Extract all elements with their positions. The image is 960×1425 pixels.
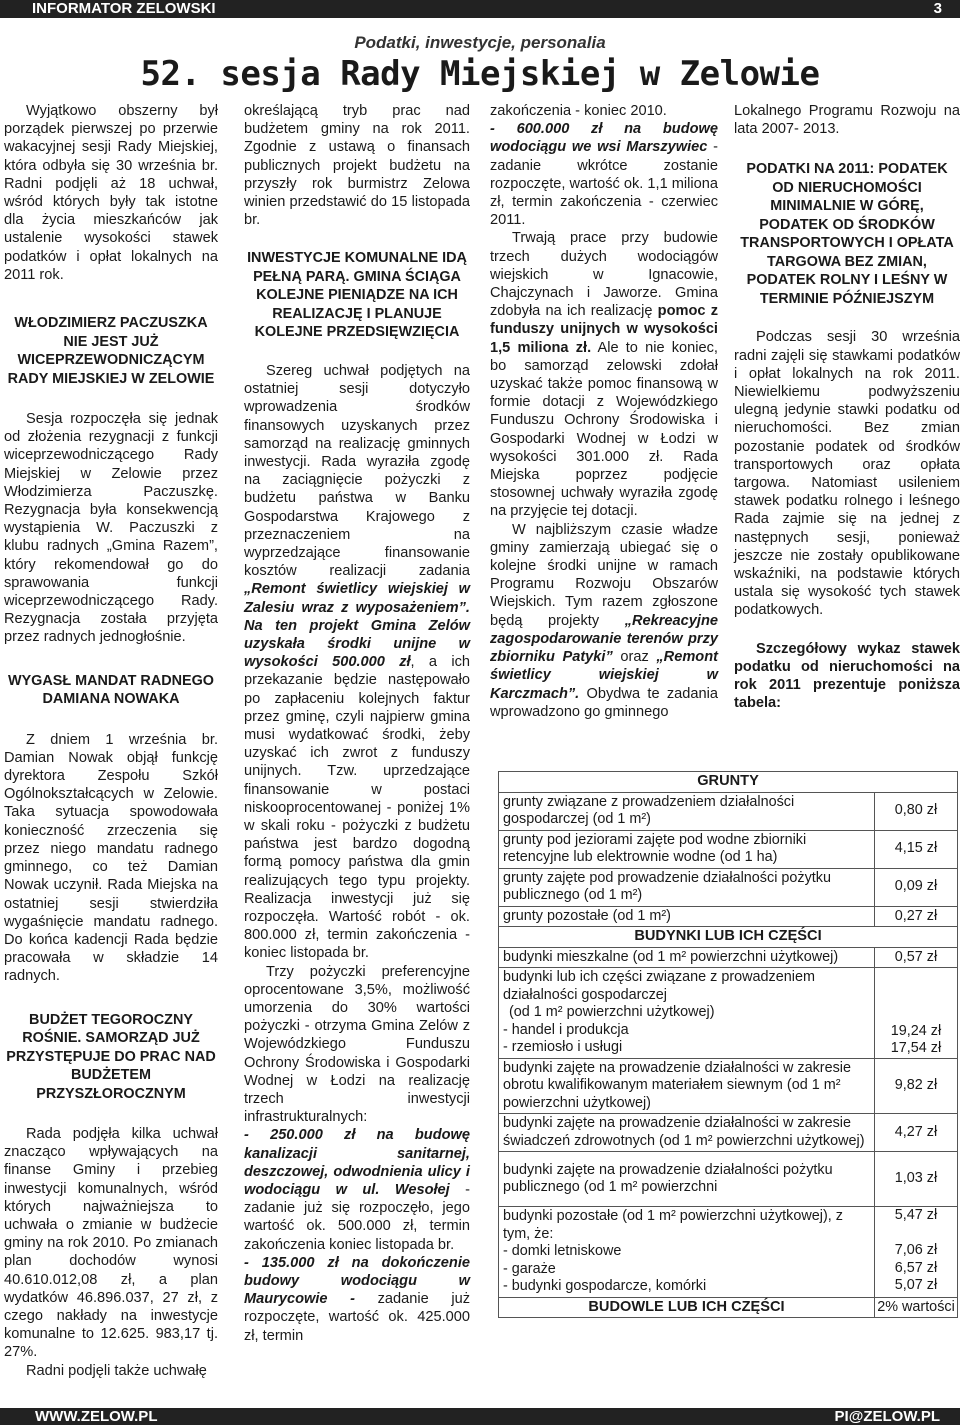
paragraph: Sesja rozpoczęła się jednak od złożenia rezygnacji z funkcji wiceprzewodniczącego Rady Miejskiej w Zelowie przez Włodzimierza Paczuszkę. Rezygnacja była konsekwencją wystąpienia W. Paczuszki z klubu radnych „Gmina Razem”, który rekomendował go do sprawowania funkcji wiceprzewodniczącego Rady. Rezygnacja została przyjęta przez radnych jednogłośnie. <box>4 411 218 646</box>
table-row: grunty pozostałe (od 1 m²) 0,27 zł <box>499 906 958 927</box>
table-row: budynki lub ich części związane z prowadzeniem działalności gospodarczej (od 1 m² powierzchni użytkowej) - handel i produkcja - rzemiosło i usługi 19,24 zł 17,54 zł <box>499 968 958 1059</box>
subheading-budzet: BUDŻET TEGOROCZNY ROŚNIE. SAMORZĄD JUŻ PRZYSTĘPUJE DO PRAC NAD BUDŻETEM PRZYSZŁOROCZNYM <box>6 1011 216 1102</box>
table-row: grunty związane z prowadzeniem działalności gospodarczej (od 1 m²) 0,80 zł <box>499 792 958 830</box>
paragraph: Rada podjęła kilka uchwał znacząco wpływających na finanse Gminy i przebieg inwestycji komunalnych, wśród których najważniejsza to uchwała o zmianie w budżecie gminy na rok 2010. Po zmianach plan dochodów wynosi 40.610.012,08 zł, a plan wydatków 46.896.037, 27 zł, z czego nakłady na inwestycje komunalne to 12.625. 983,17 tj. 27%. <box>4 1126 218 1361</box>
article-headline: 52. sesja Rady Miejskiej w Zelowie <box>140 54 820 94</box>
column-1 <box>4 102 218 1380</box>
paragraph: Radni podjęli także uchwałę <box>26 1362 207 1379</box>
subheading-paczuszka: WŁODZIMIERZ PACZUSZKA NIE JEST JUŻ WICEPRZEWODNICZĄCYM RADY MIEJSKIEJ W ZELOWIE <box>7 315 215 387</box>
table-row: budynki zajęte na prowadzenie działalności w zakresie obrotu kwalifikowanym materiałem siewnym (od 1 m² powierzchni użytkowej) 9,82 zł <box>499 1058 958 1114</box>
footer-bar <box>0 1408 960 1425</box>
paragraph: - 135.000 zł na dokończenie budowy wodociągu w Maurycowie - zadanie już rozpoczęte, wartość ok. 425.000 zł, termin <box>244 1254 471 1344</box>
table-row: grunty zajęte pod prowadzenie działalności pożytku publicznego (od 1 m²) 0,09 zł <box>499 868 958 906</box>
paragraph: Podczas sesji 30 września radni zajęli się stawkami podatków i opłat lokalnych na rok 2011. Niewielkiemu podwyższeniu ulegną jedynie stawki podatku od nieruchomości. Bez zmian pozostanie podatek od środków transportowych oraz opłata targowa. Natomiast usileniem stawek podatku rolnego i leśnego Rada zajmie się na jednej z następnych sesji, ponieważ jeszcze nie zostały opublikowane wskaźniki, na podstawie których ustala się wysokość tych stawek podatkowych. <box>734 329 960 619</box>
table-section-header: GRUNTY <box>499 772 958 793</box>
paragraph: Szczegółowy wykaz stawek podatku od nieruchomości na rok 2011 prezentuje poniższa tabela: <box>734 640 960 712</box>
table-row: budynki pozostałe (od 1 m² powierzchni użytkowej), z tym, że: - domki letniskowe - garaże - budynki gospodarcze, komórki 5,47 zł 7,06 zł 6,57 zł 5,07 zł <box>499 1207 958 1298</box>
paragraph: Szereg uchwał podjętych na ostatniej sesji dotyczyło wprowadzenia środków finansowych uzyskanych przez samorząd na realizację gminnych inwestycji. Rada wyraziła zgodę na zaciągnięcie pożyczki z budżetu państwa w Banku Gospodarstwa Krajowego z przeznaczeniem na wyprzedzające finansowanie kosztów realizacji zadania „Remont świetlicy wiejskiej w Zalesiu wraz z wyposażeniem”. Na ten projekt Gmina Zelów uzyskała środki unijne w wysokości 500.000 zł, a ich przekazanie będzie następowało po zapłaceniu kolejnych faktur przez gminę, czyli najpierw gmina musi wydatkować środki, żeby uzyskać ich zwrot z funduszy unijnych. Tzw. uprzedzające finansowanie w postaci niskooprocentowanej - poniżej 1% w skali roku - pożyczki z budżetu państwa jest bardzo dogodną formą pomocy państwa dla gmin realizujących tego typu projekty. Realizacja inwestycji już się rozpoczęła. Wartość robót - ok. 800.000 zł, termin zakończenia - koniec listopada br. <box>244 362 470 962</box>
column-3 <box>490 102 718 721</box>
paragraph: Lokalnego Programu Rozwoju na lata 2007- 2013. <box>734 103 960 138</box>
column-4 <box>734 102 960 712</box>
subheading-inwestycje: INWESTYCJE KOMUNALNE IDĄ PEŁNĄ PARĄ. GMINA ŚCIĄGA KOLEJNE PIENIĄDZE NA ICH REALIZACJĘ I PLANUJE KOLEJNE PRZEDSIĘWZIĘCIA <box>247 250 467 341</box>
subheading-podatki: PODATKI NA 2011: PODATEK OD NIERUCHOMOŚCI MINIMALNIE W GÓRĘ, PODATEK OD ŚRODKÓW TRANSPORTOWYCH I OPŁATA TARGOWA BEZ ZMIAN, PODATEK ROLNY I LEŚNY W TERMINIE PÓŹNIEJSZYM <box>740 161 954 307</box>
publication-name: INFORMATOR ZELOWSKI <box>32 0 216 17</box>
website-link[interactable]: WWW.ZELOW.PL <box>35 1408 158 1425</box>
table-row: budynki zajęte na prowadzenie działalności pożytku publicznego (od 1 m² powierzchni 1,03 zł <box>499 1152 958 1207</box>
table-row: budynki zajęte na prowadzenie działalności w zakresie świadczeń zdrowotnych (od 1 m² powierzchni użytkowej) 4,27 zł <box>499 1114 958 1152</box>
table-row: grunty pod jeziorami zajęte pod wodne zbiorniki retencyjne lub elektrownie wodne (od 1 ha) 4,15 zł <box>499 830 958 868</box>
subheading-mandat: WYGASŁ MANDAT RADNEGO DAMIANA NOWAKA <box>8 672 214 708</box>
tax-rates-table <box>498 771 958 1318</box>
table-row: BUDOWLE LUB ICH CZĘŚCI 2% wartości <box>499 1297 958 1318</box>
paragraph: Z dniem 1 września br. Damian Nowak objął funkcję dyrektora Zespołu Szkół Ogólnokształcących w Zelowie. Taka sytuacja spowodowała konieczność zrzeczenia się przez niego mandatu radnego gminnego, co też Damian Nowak uczynił. Rada Miejska na ostatniej sesji stwierdziła wygaśnięcie mandatu radnego. Do końca kadencji Rada będzie pracowała w składzie 14 radnych. <box>4 731 218 985</box>
paragraph: - 250.000 zł na budowę kanalizacji sanitarnej, deszczowej, odwodnienia ulicy i wodociągu w ul. Wesołej - zadanie już się rozpoczęło, jego wartość ok. 500.000 zł, termin zakończenia koniec listopada br. <box>244 1127 470 1253</box>
paragraph: określającą tryb prac nad budżetem gminy na rok 2011. Zgodnie z ustawą o finansach publicznych projekt budżetu na przyszły rok burmistrz Zelowa winien przedstawić do 15 listopada br. <box>244 103 470 229</box>
table-section-header: BUDYNKI LUB ICH CZĘŚCI <box>499 927 958 948</box>
column-2 <box>244 102 470 1345</box>
paragraph: W najbliższym czasie władze gminy zamierzają ubiegać się o kolejne środki unijne w ramach Programu Rozwoju Obszarów Wiejskich. Tym razem zgłoszone będą projekty „Rekreacyjne zagospodarowanie terenów przy zbiorniku Patyki” oraz „Remont świetlicy wiejskiej w Karczmach”. Obydwa te zadania wprowadzono go gminnego <box>490 521 718 720</box>
top-bar <box>0 0 960 18</box>
section-kicker: Podatki, inwestycje, personalia <box>354 33 606 52</box>
intro-paragraph: Wyjątkowo obszerny był porządek pierwszej po przerwie wakacyjnej sesji Rady Miejskiej, która odbyła się 30 września br. Radni podjęli aż 18 uchwał, wśród których były tak istotne dla życia mieszkańców jak ustalenie wysokości stawek podatków i opłat lokalnych na 2011 rok. <box>4 103 218 283</box>
page-number: 3 <box>933 0 942 17</box>
paragraph: Trwają prace przy budowie trzech dużych wodociągów wiejskich w Ignacowie, Chajczynach i Jaworze. Gmina zdobyła na ich realizację pomoc z funduszy unijnych w wysokości 1,5 miliona zł. Ale to nie koniec, bo samorząd zelowski zdołał uzyskać także pomoc finansową w formie dotacji z Wojewódzkiego Funduszu Ochrony Środowiska i Gospodarki Wodnej w Łodzi w wysokości 301.000 zł. Rada Miejska poprzez podjęcie stosownej uchwały wyraziła zgodę na przyjęcie tej dotacji. <box>490 230 718 520</box>
email-link[interactable]: PI@ZELOW.PL <box>834 1408 940 1425</box>
paragraph: zakończenia - koniec 2010. - 600.000 zł na budowę wodociągu we wsi Marszywiec - zadanie wkrótce zostanie rozpoczęte, wartość ok. 1,1 miliona zł, termin zakończenia - czerwiec 2011. <box>490 103 718 229</box>
table-row: budynki mieszkalne (od 1 m² powierzchni użytkowej) 0,57 zł <box>499 947 958 968</box>
paragraph: Trzy pożyczki preferencyjne oprocentowane 3,5%, możliwość umorzenia do 30% wartości pożyczki - otrzyma Gmina Zelów z Wojewódzkiego Funduszu Ochrony Środowiska i Gospodarki Wodnej w Łodzi na realizację trzech inwestycji infrastrukturalnych: <box>244 963 470 1126</box>
